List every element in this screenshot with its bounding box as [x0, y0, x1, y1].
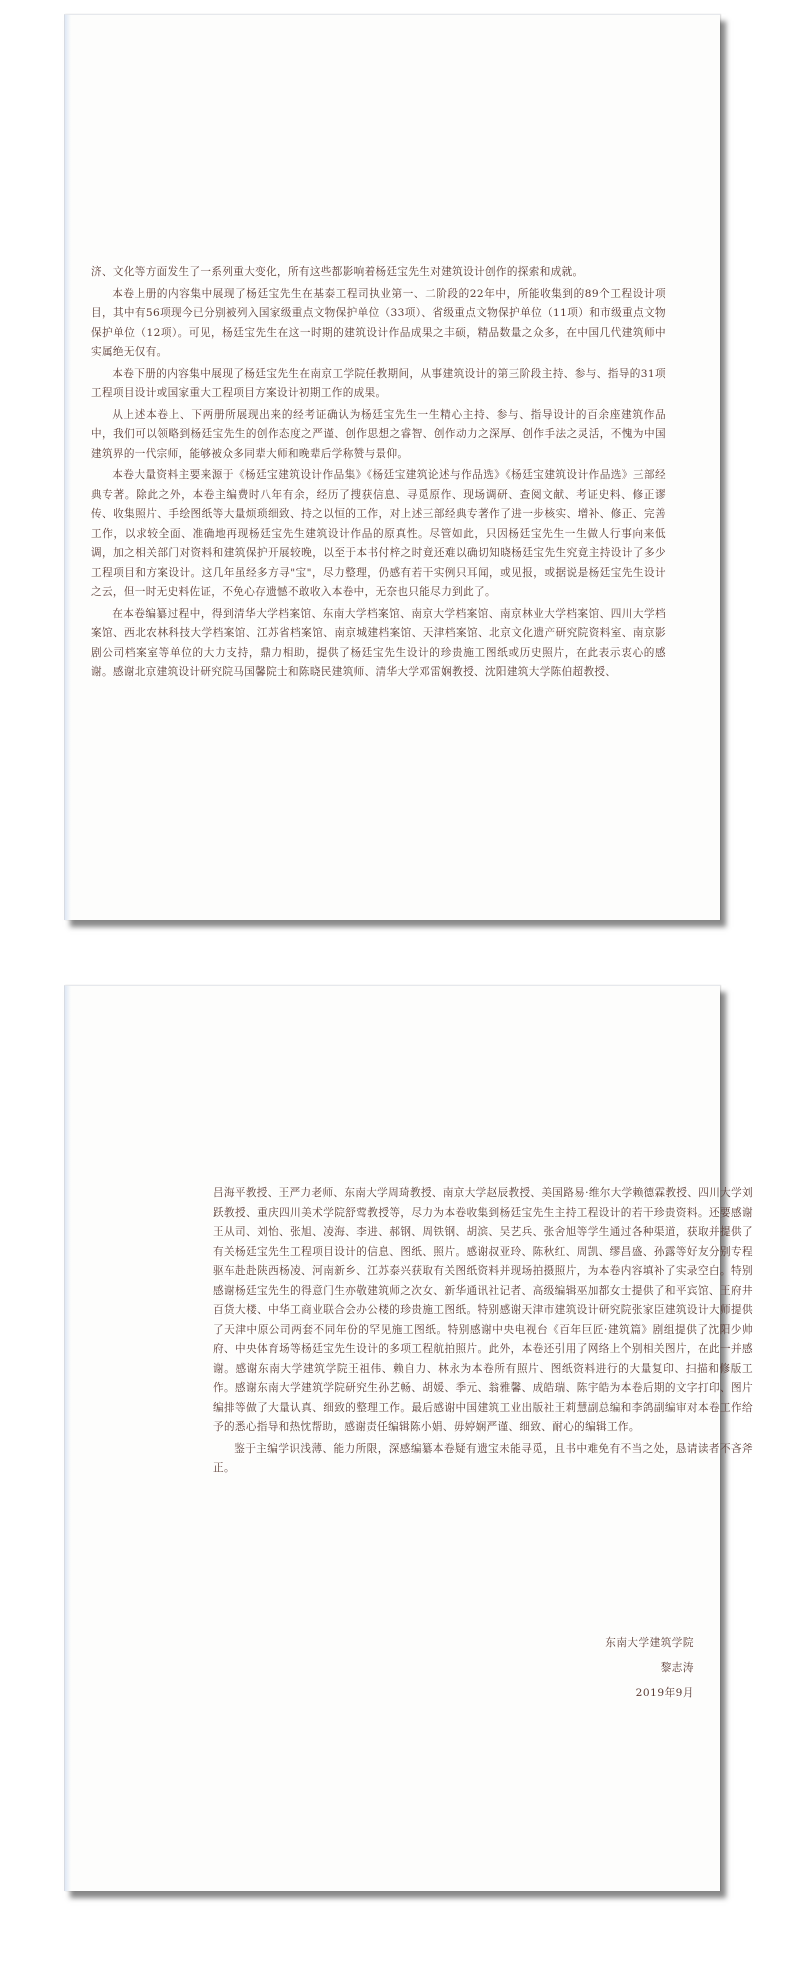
paragraph: 从上述本卷上、下两册所展现出来的经考证确认为杨廷宝先生一生精心主持、参与、指导设计的百余座建筑作品中，我们可以领略到杨廷宝先生的创作态度之严谨、创作思想之睿智、创作动力之深厚、创作手法之灵活，不愧为中国建筑界的一代宗师，能够被众多同辈大师和晚辈后学称赞与景仰。	[91, 408, 666, 460]
book-page-two	[64, 985, 753, 1891]
paragraph: 本卷大量资料主要来源于《杨廷宝建筑设计作品集》《杨廷宝建筑论述与作品选》《杨廷宝建筑设计作品选》三部经典专著。除此之外，本卷主编费时八年有余，经历了搜获信息、寻觅原作、现场调研、查阅文献、考证史料、修正谬传、收集照片、手绘图纸等大量烦琐细致、持之以恒的工作，对上述三部经典专著作了进一步核实、增补、修正、完善工作，以求较全面、准确地再现杨廷宝先生建筑设计作品的原真性。尽管如此，只因杨廷宝先生一生做人行事向来低调，加之相关部门对资料和建筑保护开展较晚，以至于本书付梓之时竟还难以确切知晓杨廷宝先生究竟主持设计了多少工程项目和方案设计。这几年虽经多方寻"宝"，尽力整理，仍感有若干实例只耳闻，或见报，或据说是杨廷宝先生设计之云，但一时无史料佐证，不免心存遗憾不敢收入本卷中，无奈也只能尽力到此了。	[91, 469, 666, 598]
signature-author: 黎志涛	[660, 1662, 694, 1674]
paragraph: 鉴于主编学识浅薄、能力所限，深感编纂本卷疑有遗宝未能寻觅，且书中难免有不当之处，恳请读者不吝斧正。	[213, 1442, 753, 1474]
signature-block	[605, 1631, 694, 1706]
paragraph: 本卷下册的内容集中展现了杨廷宝先生在南京工学院任教期间，从事建筑设计的第三阶段主持、参与、指导的31项工程项目设计或国家重大工程项目方案设计初期工作的成果。	[91, 367, 666, 399]
signature-institution: 东南大学建筑学院	[605, 1637, 694, 1649]
book-page-one	[64, 14, 720, 920]
paragraph: 在本卷编纂过程中，得到清华大学档案馆、东南大学档案馆、南京大学档案馆、南京林业大学档案馆、四川大学档案馆、西北农林科技大学档案馆、江苏省档案馆、南京城建档案馆、天津档案馆、北京文化遗产研究院资料室、南京影剧公司档案室等单位的大力支持，鼎力相助，提供了杨廷宝先生设计的珍贵施工图纸或历史照片，在此表示衷心的感谢。感谢北京建筑设计研究院马国馨院士和陈晓民建筑师、清华大学邓雷娴教授、沈阳建筑大学陈伯超教授、	[91, 607, 666, 678]
paragraph: 济、文化等方面发生了一系列重大变化，所有这些都影响着杨廷宝先生对建筑设计创作的探索和成就。	[91, 266, 584, 278]
signature-date: 2019年9月	[635, 1687, 694, 1699]
paragraph: 吕海平教授、王严力老师、东南大学周琦教授、南京大学赵辰教授、美国路易·维尔大学赖德霖教授、四川大学刘跃教授、重庆四川美术学院舒莺教授等，尽力为本卷收集到杨廷宝先生主持工程设计的若干珍贵资料。还要感谢王从司、刘怡、张旭、凌海、李进、郝钢、周铁钢、胡滨、吴艺兵、张舍旭等学生通过各种渠道，获取并提供了有关杨廷宝先生工程项目设计的信息、图纸、照片。感谢叔亚玲、陈秋红、周凯、缪昌盛、孙露等好友分别专程驱车赴赴陕西杨凌、河南新乡、江苏泰兴获取有关图纸资料并现场拍摄照片，为本卷内容填补了实录空白。特别感谢杨廷宝先生的得意门生亦敬建筑师之次女、新华通讯社记者、高级编辑巫加都女士提供了和平宾馆、王府井百货大楼、中华工商业联合会办公楼的珍贵施工图纸。特别感谢天津市建筑设计研究院张家臣建筑设计大师提供了天津中原公司两套不同年份的罕见施工图纸。特别感谢中央电视台《百年巨匠·建筑篇》剧组提供了沈阳少帅府、中央体育场等杨廷宝先生设计的多项工程航拍照片。此外，本卷还引用了网络上个别相关图片，在此一并感谢。感谢东南大学建筑学院王祖伟、赖自力、林永为本卷所有照片、图纸资料进行的大量复印、扫描和修版工作。感谢东南大学建筑学院研究生孙艺畅、胡媛、季元、翁雅馨、成皓瑞、陈宇皓为本卷后期的文字打印、图片编排等做了大量认真、细致的整理工作。最后感谢中国建筑工业出版社王莉慧副总编和李鸽副编审对本卷工作给予的悉心指导和热忱帮助，感谢责任编辑陈小娟、毋婷娴严谨、细致、耐心的编辑工作。	[213, 1187, 753, 1433]
body-text	[91, 263, 666, 685]
paragraph: 本卷上册的内容集中展现了杨廷宝先生在基泰工程司执业第一、二阶段的22年中，所能收集到的89个工程设计项目，其中有56项现今已分别被列入国家级重点文物保护单位（33项）、省级重点文物保护单位（11项）和市级重点文物保护单位（12项）。可见，杨廷宝先生在这一时期的建筑设计作品成果之丰硕，精品数量之众多，在中国几代建筑师中实属绝无仅有。	[91, 287, 666, 358]
body-text	[213, 1184, 753, 1481]
